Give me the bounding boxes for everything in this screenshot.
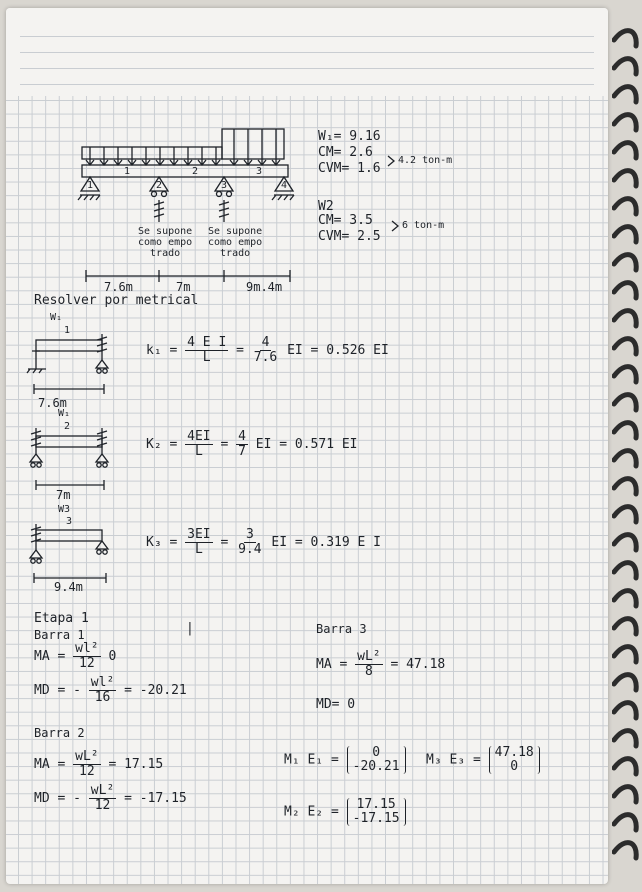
w2-label: W2 <box>318 199 334 214</box>
support-label-2: 2 <box>156 180 163 191</box>
member-2-load: W₁ <box>58 408 71 419</box>
fixity-mark-2 <box>154 200 164 222</box>
span-length-1: 7.6m <box>104 280 133 294</box>
member-3-stiffness: K₃ = $\frac{3EI}{L}$ = $\frac{3}{9.4}$ EI = 0.319 E I <box>146 527 381 557</box>
member-1-stiffness: k₁ = $\frac{\text{4 E I}}{L}$ = $\frac{4}{7.6}$ EI = 0.526 EI <box>146 335 389 365</box>
fixity-note-support-2: Se supone como empo trado <box>138 226 193 259</box>
barra2-title: Barra 2 <box>34 726 85 740</box>
barra3-ma: MA = $\frac{\text{wL²}}{8}$ = 47.18 <box>316 649 446 679</box>
member-3-beam <box>36 530 102 541</box>
member-2-left-fixity <box>31 428 41 454</box>
w1-label: W₁= 9.16 <box>318 129 381 144</box>
member-3-left-fixity <box>31 524 41 550</box>
span-length-2: 7m <box>176 280 191 294</box>
member-3-number: 3 <box>66 516 73 527</box>
member-3-length: 9.4m <box>54 580 83 594</box>
w2-dead-load: CM= 3.5 <box>318 213 373 228</box>
barra1-ma: MA = $\frac{\text{wl²}}{12}$ 0 <box>34 641 117 671</box>
support-label-3: 3 <box>221 180 228 191</box>
barra2-md: MD = - $\frac{\text{wL²}}{12}$ = -17.15 <box>34 783 187 813</box>
barra2-ma: MA = $\frac{\text{wL²}}{12}$ = 17.15 <box>34 749 164 779</box>
member-2-stiffness: K₂ = $\frac{4EI}{L}$ = $\frac{4}{7}$ EI = 0.571 EI <box>146 429 358 459</box>
support-label-4: 4 <box>281 180 288 191</box>
member-2-beam <box>36 436 102 447</box>
barra3-md: MD= 0 <box>316 697 356 712</box>
uniform-load-w2 <box>222 129 284 159</box>
w1-total-load: 4.2 ton-m <box>398 155 453 166</box>
member1-moment-vector: M₁ E₁ = 0 -20.21 <box>284 746 406 774</box>
member-1-right-fixity <box>97 334 107 360</box>
w1-dead-load: CM= 2.6 <box>318 145 373 160</box>
span-label-2: 2 <box>192 166 199 177</box>
load-brace-2 <box>392 221 398 231</box>
barra1-title: Barra 1 <box>34 628 85 642</box>
span-label-1: 1 <box>124 166 131 177</box>
w2-total-load: 6 ton-m <box>402 220 445 231</box>
member-1-number: 1 <box>64 325 71 336</box>
member-3-load: W3 <box>58 504 71 515</box>
stage-title: Etapa 1 <box>34 611 89 626</box>
member-2-number: 2 <box>64 421 71 432</box>
span-label-3: 3 <box>256 166 263 177</box>
member-3-right-roller <box>96 541 108 549</box>
member3-moment-vector: M₃ E₃ = 47.18 0 <box>426 746 540 774</box>
member-1-length: 7.6m <box>38 396 67 410</box>
barra3-title: Barra 3 <box>316 622 367 636</box>
support-label-1: 1 <box>87 180 94 191</box>
divider-mark: | <box>186 621 194 636</box>
member2-moment-vector: M₂ E₂ = 17.15 -17.15 <box>284 798 406 826</box>
member-1-dimension <box>34 384 104 394</box>
method-title: Resolver por metrical <box>34 293 199 308</box>
member-2-right-fixity <box>97 428 107 454</box>
member-2-length: 7m <box>56 488 71 502</box>
barra1-md: MD = - $\frac{\text{wl²}}{16}$ = -20.21 <box>34 675 187 705</box>
fixity-mark-3 <box>219 200 229 222</box>
member-1-load: W₁ <box>50 312 63 323</box>
w2-live-load: CVM= 2.5 <box>318 229 381 244</box>
span-length-3: 9m.4m <box>246 280 283 294</box>
fixity-note-support-3: Se supone como empo trado <box>208 226 263 259</box>
w1-live-load: CVM= 1.6 <box>318 161 381 176</box>
member-1-beam <box>36 340 102 351</box>
load-brace-1 <box>388 156 394 166</box>
uniform-load-w1 <box>82 147 222 159</box>
member-1-fixed-end <box>27 351 46 373</box>
